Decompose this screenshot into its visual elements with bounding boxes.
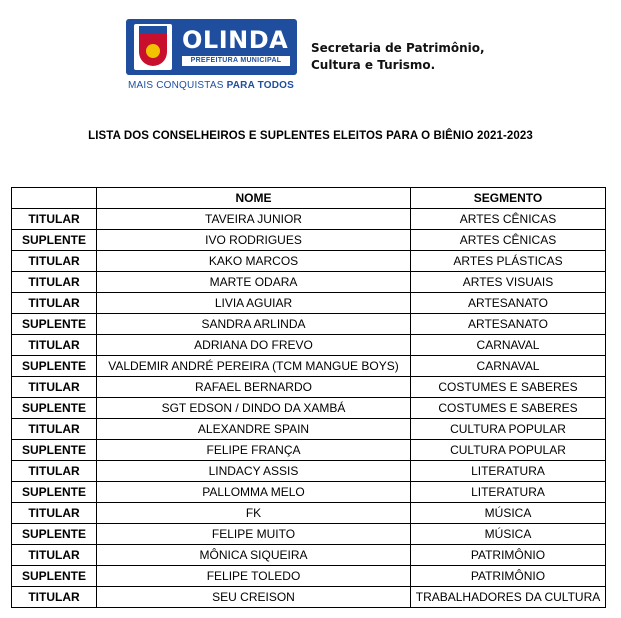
table-row [12,587,606,608]
name-cell: ADRIANA DO FREVO [97,335,411,356]
name-cell: PALLOMMA MELO [97,482,411,503]
slogan [128,80,294,91]
segment-cell: ARTESANATO [411,314,606,335]
role-cell: SUPLENTE [12,440,97,461]
name-cell: VALDEMIR ANDRÉ PEREIRA (TCM MANGUE BOYS) [97,356,411,377]
councillors-table [11,187,606,608]
table-row [12,293,606,314]
name-cell: RAFAEL BERNARDO [97,377,411,398]
name-cell: SANDRA ARLINDA [97,314,411,335]
table-row [12,398,606,419]
role-cell: SUPLENTE [12,482,97,503]
table-row [12,524,606,545]
role-cell: TITULAR [12,461,97,482]
segment-cell: CARNAVAL [411,356,606,377]
role-cell: TITULAR [12,209,97,230]
table-row [12,440,606,461]
table-row [12,503,606,524]
table-row [12,482,606,503]
name-cell: ALEXANDRE SPAIN [97,419,411,440]
segment-cell: LITERATURA [411,461,606,482]
segment-cell: ARTES CÊNICAS [411,230,606,251]
table-row [12,314,606,335]
header-role [12,188,97,209]
role-cell: SUPLENTE [12,566,97,587]
name-cell: FELIPE TOLEDO [97,566,411,587]
table-header-row [12,188,606,209]
role-cell: TITULAR [12,251,97,272]
name-cell: FELIPE FRANÇA [97,440,411,461]
name-cell: MARTE ODARA [97,272,411,293]
table-row [12,419,606,440]
name-cell: IVO RODRIGUES [97,230,411,251]
segment-cell: PATRIMÔNIO [411,545,606,566]
table-row [12,566,606,587]
table-row [12,335,606,356]
table-row [12,251,606,272]
role-cell: SUPLENTE [12,524,97,545]
name-cell: SGT EDSON / DINDO DA XAMBÁ [97,398,411,419]
table-row [12,461,606,482]
role-cell: TITULAR [12,377,97,398]
role-cell: TITULAR [12,419,97,440]
table-row [12,272,606,293]
name-cell: FELIPE MUITO [97,524,411,545]
role-cell: SUPLENTE [12,230,97,251]
secretaria-name [311,40,485,74]
segment-cell: LITERATURA [411,482,606,503]
city-crest-icon [134,24,172,70]
role-cell: TITULAR [12,293,97,314]
name-cell: LIVIA AGUIAR [97,293,411,314]
table-row [12,209,606,230]
role-cell: SUPLENTE [12,314,97,335]
header-segmento: SEGMENTO [411,188,606,209]
olinda-logo [126,19,297,75]
segment-cell: MÚSICA [411,503,606,524]
segment-cell: ARTES CÊNICAS [411,209,606,230]
segment-cell: CARNAVAL [411,335,606,356]
segment-cell: PATRIMÔNIO [411,566,606,587]
table-row [12,356,606,377]
name-cell: TAVEIRA JUNIOR [97,209,411,230]
slogan-part-b: PARA TODOS [226,80,294,91]
role-cell: TITULAR [12,587,97,608]
segment-cell: ARTES PLÁSTICAS [411,251,606,272]
table-row [12,377,606,398]
segment-cell: ARTES VISUAIS [411,272,606,293]
segment-cell: CULTURA POPULAR [411,419,606,440]
header-nome: NOME [97,188,411,209]
name-cell: FK [97,503,411,524]
table-row [12,230,606,251]
document-title: LISTA DOS CONSELHEIROS E SUPLENTES ELEITOS PARA O BIÊNIO 2021-2023 [88,130,533,142]
table-row [12,545,606,566]
segment-cell: MÚSICA [411,524,606,545]
role-cell: SUPLENTE [12,398,97,419]
name-cell: SEU CREISON [97,587,411,608]
segment-cell: ARTESANATO [411,293,606,314]
role-cell: TITULAR [12,545,97,566]
name-cell: MÔNICA SIQUEIRA [97,545,411,566]
role-cell: TITULAR [12,335,97,356]
secretaria-line-1: Secretaria de Patrimônio, [311,41,485,55]
slogan-part-a: MAIS CONQUISTAS [128,80,227,91]
segment-cell: COSTUMES E SABERES [411,398,606,419]
name-cell: LINDACY ASSIS [97,461,411,482]
brand-subtitle: PREFEITURA MUNICIPAL [182,56,290,66]
role-cell: TITULAR [12,272,97,293]
segment-cell: TRABALHADORES DA CULTURA [411,587,606,608]
role-cell: TITULAR [12,503,97,524]
brand-name: OLINDA [182,26,289,54]
secretaria-line-2: Cultura e Turismo. [311,58,436,72]
name-cell: KAKO MARCOS [97,251,411,272]
role-cell: SUPLENTE [12,356,97,377]
segment-cell: COSTUMES E SABERES [411,377,606,398]
segment-cell: CULTURA POPULAR [411,440,606,461]
